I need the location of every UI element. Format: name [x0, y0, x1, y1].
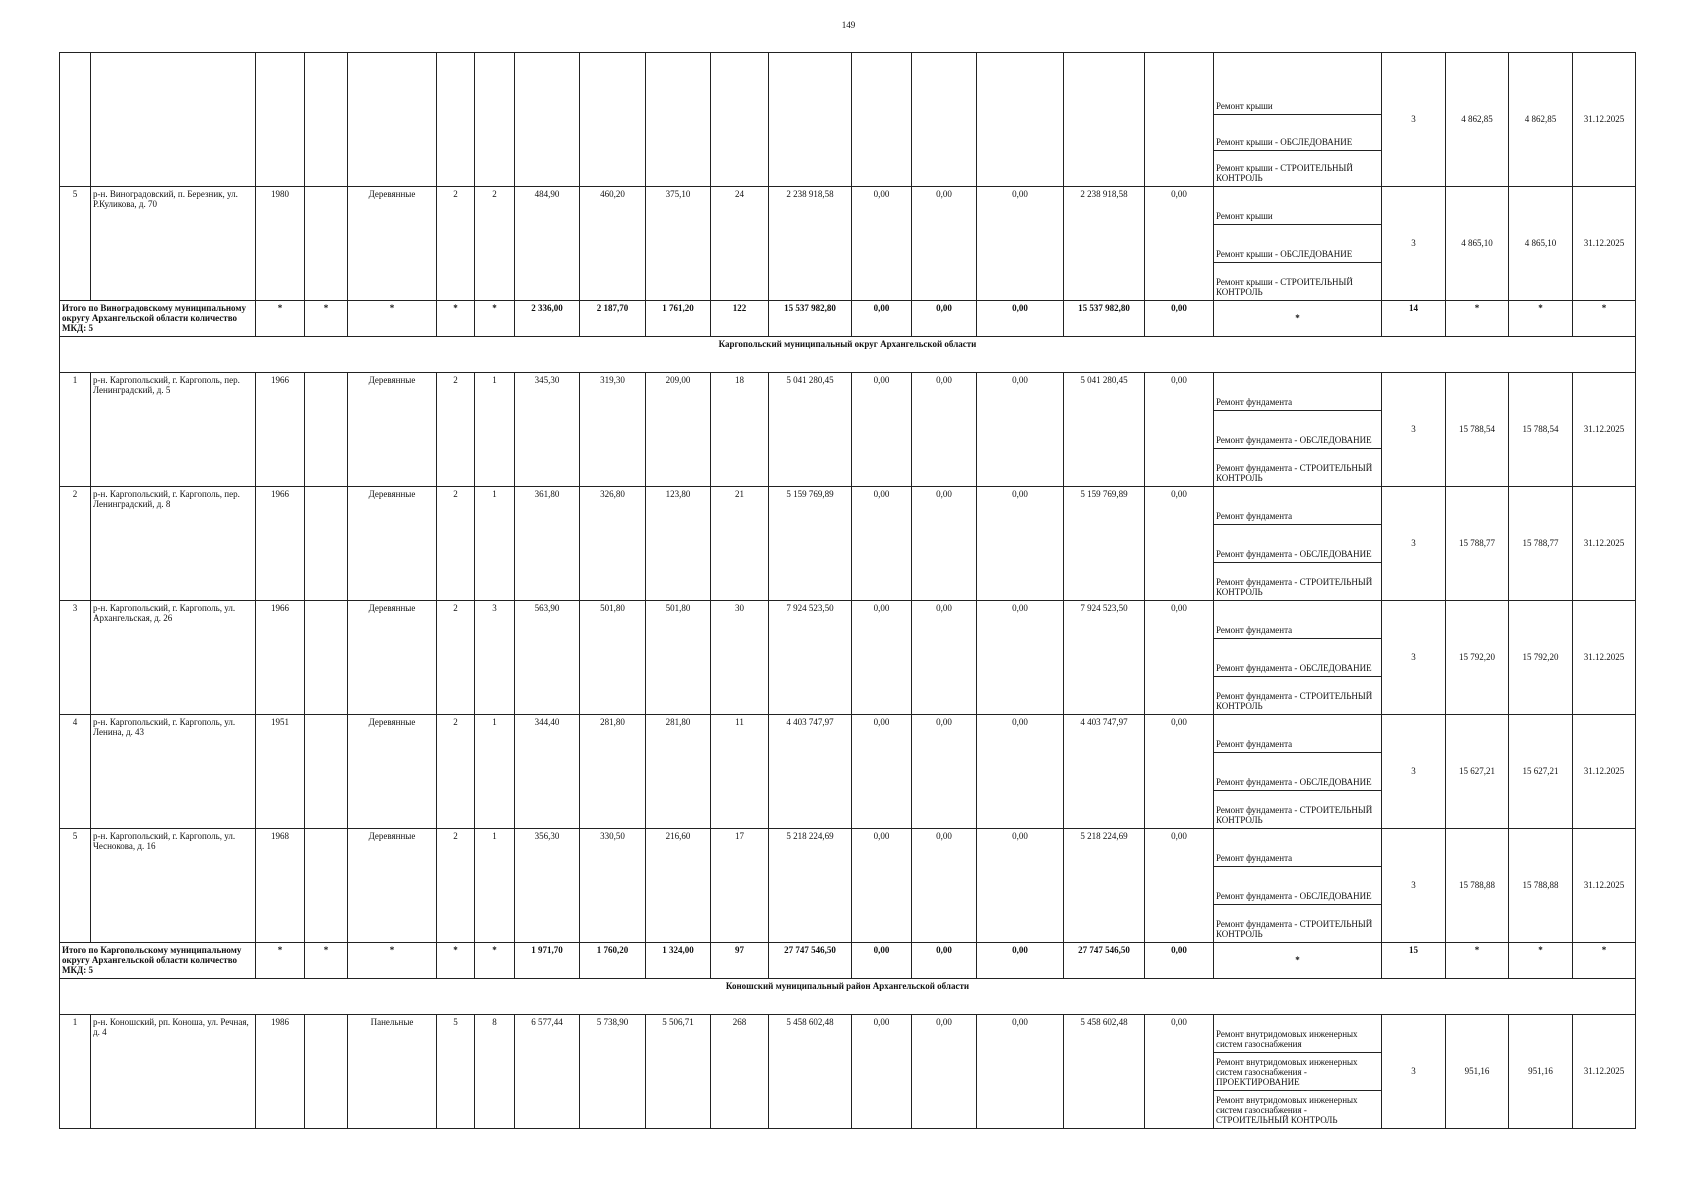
cell-fund-other: 0,00	[1145, 487, 1214, 601]
work-count: 3	[1382, 187, 1446, 301]
cell-cost-total: 4 403 747,97	[769, 715, 852, 829]
total-fund-mun: 0,00	[977, 943, 1064, 979]
cell-year: 1980	[256, 187, 305, 301]
cell-num: 2	[60, 487, 91, 601]
work-count: 3	[1382, 715, 1446, 829]
cell-area-total: 356,30	[515, 829, 580, 943]
max-cost: 4 865,10	[1509, 187, 1573, 301]
star-cell: *	[437, 301, 475, 337]
work-type: Ремонт фундамента - СТРОИТЕЛЬНЫЙ КОНТРОЛЬ	[1214, 677, 1382, 715]
cell-year: 1968	[256, 829, 305, 943]
cell-cost-total: 7 924 523,50	[769, 601, 852, 715]
cell-entrances: 1	[475, 373, 515, 487]
table-row	[60, 829, 1636, 867]
cell-cost-total: 2 238 918,58	[769, 187, 852, 301]
total-fund-fed: 0,00	[852, 943, 912, 979]
empty-cell	[852, 53, 912, 187]
work-type: Ремонт фундамента - СТРОИТЕЛЬНЫЙ КОНТРОЛЬ	[1214, 449, 1382, 487]
cell-entrances: 1	[475, 829, 515, 943]
cell-area-res2: 501,80	[646, 601, 711, 715]
max-cost: 15 788,54	[1509, 373, 1573, 487]
cell-fund-mun: 0,00	[977, 715, 1064, 829]
empty-cell	[912, 53, 977, 187]
empty-cell	[977, 53, 1064, 187]
work-type: Ремонт внутридомовых инженерных систем газоснабжения - СТРОИТЕЛЬНЫЙ КОНТРОЛЬ	[1214, 1091, 1382, 1129]
table-row	[60, 487, 1636, 525]
cell-fund-fed: 0,00	[852, 1015, 912, 1129]
total-area-total: 2 336,00	[515, 301, 580, 337]
total-cost-total: 27 747 546,50	[769, 943, 852, 979]
deadline: 31.12.2025	[1573, 715, 1636, 829]
total-residents: 122	[711, 301, 769, 337]
deadline: 31.12.2025	[1573, 487, 1636, 601]
section-header-row	[60, 979, 1636, 1015]
total-fund-other: 0,00	[1145, 943, 1214, 979]
total-area-res: 2 187,70	[580, 301, 646, 337]
cell-residents: 24	[711, 187, 769, 301]
cell-floors: 2	[437, 373, 475, 487]
empty-cell	[348, 53, 437, 187]
cell-fund-mun: 0,00	[977, 373, 1064, 487]
unit-cost: 4 865,10	[1446, 187, 1509, 301]
section-title: Каргопольский муниципальный округ Архангельской области	[60, 337, 1636, 373]
total-label: Итого по Виноградовскому муниципальному округу Архангельской области количество МКД: 5	[60, 301, 256, 337]
cell-floors: 2	[437, 601, 475, 715]
cell-fund-other: 0,00	[1145, 829, 1214, 943]
star-cell: *	[1509, 943, 1573, 979]
cell-cost-total: 5 218 224,69	[769, 829, 852, 943]
star-cell: *	[1509, 301, 1573, 337]
cell-num: 4	[60, 715, 91, 829]
cell-fund-reg: 0,00	[912, 487, 977, 601]
total-area-res2: 1 324,00	[646, 943, 711, 979]
empty-cell	[91, 53, 256, 187]
table-row	[60, 373, 1636, 411]
empty-cell	[305, 53, 348, 187]
work-type: Ремонт внутридомовых инженерных систем газоснабжения - ПРОЕКТИРОВАНИЕ	[1214, 1053, 1382, 1091]
cell-fund-fed: 0,00	[852, 601, 912, 715]
cell-address: р-н. Виноградовский, п. Березник, ул. Р.Куликова, д. 70	[91, 187, 256, 301]
cell-year: 1966	[256, 601, 305, 715]
cell-fund-own: 5 159 769,89	[1064, 487, 1145, 601]
cell-material: Деревянные	[348, 715, 437, 829]
capital-repair-register-table	[59, 52, 1636, 1129]
work-type: Ремонт фундамента - СТРОИТЕЛЬНЫЙ КОНТРОЛЬ	[1214, 791, 1382, 829]
work-type: Ремонт крыши - ОБСЛЕДОВАНИЕ	[1214, 225, 1382, 263]
cell-area-total: 563,90	[515, 601, 580, 715]
work-count: 3	[1382, 601, 1446, 715]
cell-entrances: 3	[475, 601, 515, 715]
cell-address: р-н. Каргопольский, г. Каргополь, ул. Архангельская, д. 26	[91, 601, 256, 715]
cell-floors: 5	[437, 1015, 475, 1129]
table-row	[60, 53, 1636, 115]
total-fund-other: 0,00	[1145, 301, 1214, 337]
cell-fund-reg: 0,00	[912, 187, 977, 301]
deadline: 31.12.2025	[1573, 53, 1636, 187]
star-cell: *	[348, 943, 437, 979]
cell-address: р-н. Каргопольский, г. Каргополь, пер. Ленинградский, д. 5	[91, 373, 256, 487]
cell-residents: 21	[711, 487, 769, 601]
total-row	[60, 943, 1636, 979]
star-cell: *	[1573, 301, 1636, 337]
cell-fund-mun: 0,00	[977, 487, 1064, 601]
cell-year2	[305, 1015, 348, 1129]
cell-fund-reg: 0,00	[912, 601, 977, 715]
page-number: 149	[841, 20, 856, 30]
empty-cell	[515, 53, 580, 187]
max-cost: 15 627,21	[1509, 715, 1573, 829]
cell-area-res2: 209,00	[646, 373, 711, 487]
cell-area-total: 361,80	[515, 487, 580, 601]
cell-cost-total: 5 041 280,45	[769, 373, 852, 487]
cell-address: р-н. Каргопольский, г. Каргополь, ул. Чеснокова, д. 16	[91, 829, 256, 943]
cell-year: 1966	[256, 487, 305, 601]
unit-cost: 4 862,85	[1446, 53, 1509, 187]
work-type: Ремонт фундамента	[1214, 715, 1382, 753]
total-area-res2: 1 761,20	[646, 301, 711, 337]
unit-cost: 15 627,21	[1446, 715, 1509, 829]
max-cost: 15 792,20	[1509, 601, 1573, 715]
star-cell: *	[305, 301, 348, 337]
cell-year2	[305, 601, 348, 715]
cell-fund-own: 2 238 918,58	[1064, 187, 1145, 301]
cell-fund-other: 0,00	[1145, 715, 1214, 829]
cell-area-total: 484,90	[515, 187, 580, 301]
cell-area-res: 5 738,90	[580, 1015, 646, 1129]
cell-material: Деревянные	[348, 829, 437, 943]
cell-fund-reg: 0,00	[912, 715, 977, 829]
cell-fund-reg: 0,00	[912, 829, 977, 943]
total-fund-fed: 0,00	[852, 301, 912, 337]
work-type: Ремонт фундамента - ОБСЛЕДОВАНИЕ	[1214, 867, 1382, 905]
total-fund-own: 27 747 546,50	[1064, 943, 1145, 979]
cell-year2	[305, 715, 348, 829]
cell-fund-other: 0,00	[1145, 601, 1214, 715]
cell-fund-other: 0,00	[1145, 373, 1214, 487]
cell-area-res: 326,80	[580, 487, 646, 601]
cell-address: р-н. Каргопольский, г. Каргополь, пер. Ленинградский, д. 8	[91, 487, 256, 601]
work-type: Ремонт фундамента	[1214, 829, 1382, 867]
cell-residents: 18	[711, 373, 769, 487]
cell-area-res: 319,30	[580, 373, 646, 487]
star-cell: *	[305, 943, 348, 979]
max-cost: 15 788,88	[1509, 829, 1573, 943]
max-cost: 15 788,77	[1509, 487, 1573, 601]
star-cell: *	[1446, 301, 1509, 337]
cell-residents: 30	[711, 601, 769, 715]
total-area-res: 1 760,20	[580, 943, 646, 979]
cell-material: Деревянные	[348, 487, 437, 601]
section-title: Коношский муниципальный район Архангельской области	[60, 979, 1636, 1015]
cell-residents: 17	[711, 829, 769, 943]
total-residents: 97	[711, 943, 769, 979]
cell-fund-other: 0,00	[1145, 187, 1214, 301]
work-type: Ремонт фундамента - ОБСЛЕДОВАНИЕ	[1214, 411, 1382, 449]
deadline: 31.12.2025	[1573, 829, 1636, 943]
total-fund-mun: 0,00	[977, 301, 1064, 337]
cell-area-res: 460,20	[580, 187, 646, 301]
cell-area-total: 344,40	[515, 715, 580, 829]
unit-cost: 951,16	[1446, 1015, 1509, 1129]
cell-year: 1986	[256, 1015, 305, 1129]
unit-cost: 15 792,20	[1446, 601, 1509, 715]
work-type: Ремонт фундамента - ОБСЛЕДОВАНИЕ	[1214, 639, 1382, 677]
cell-fund-mun: 0,00	[977, 1015, 1064, 1129]
total-fund-own: 15 537 982,80	[1064, 301, 1145, 337]
cell-area-res2: 281,80	[646, 715, 711, 829]
empty-cell	[1064, 53, 1145, 187]
cell-area-res: 330,50	[580, 829, 646, 943]
cell-num: 5	[60, 829, 91, 943]
total-count: 14	[1382, 301, 1446, 337]
deadline: 31.12.2025	[1573, 187, 1636, 301]
cell-material: Деревянные	[348, 373, 437, 487]
cell-year: 1951	[256, 715, 305, 829]
cell-fund-fed: 0,00	[852, 373, 912, 487]
cell-fund-own: 4 403 747,97	[1064, 715, 1145, 829]
cell-cost-total: 5 458 602,48	[769, 1015, 852, 1129]
cell-address: р-н. Коношский, рп. Коноша, ул. Речная, д. 4	[91, 1015, 256, 1129]
cell-fund-own: 5 041 280,45	[1064, 373, 1145, 487]
table-row	[60, 601, 1636, 639]
cell-num: 3	[60, 601, 91, 715]
empty-cell	[646, 53, 711, 187]
cell-area-res: 501,80	[580, 601, 646, 715]
work-type: Ремонт крыши - СТРОИТЕЛЬНЫЙ КОНТРОЛЬ	[1214, 263, 1382, 301]
empty-cell	[769, 53, 852, 187]
cell-fund-mun: 0,00	[977, 601, 1064, 715]
work-count: 3	[1382, 487, 1446, 601]
work-type: Ремонт крыши - ОБСЛЕДОВАНИЕ	[1214, 115, 1382, 151]
total-fund-reg: 0,00	[912, 301, 977, 337]
cell-fund-mun: 0,00	[977, 829, 1064, 943]
star-cell: *	[475, 943, 515, 979]
section-header-row	[60, 337, 1636, 373]
cell-entrances: 1	[475, 715, 515, 829]
deadline: 31.12.2025	[1573, 601, 1636, 715]
total-count: 15	[1382, 943, 1446, 979]
cell-fund-fed: 0,00	[852, 715, 912, 829]
total-fund-reg: 0,00	[912, 943, 977, 979]
cell-floors: 2	[437, 187, 475, 301]
work-type: Ремонт крыши	[1214, 187, 1382, 225]
star-cell: *	[1573, 943, 1636, 979]
star-cell: *	[348, 301, 437, 337]
cell-residents: 268	[711, 1015, 769, 1129]
star-cell: *	[256, 943, 305, 979]
cell-material: Панельные	[348, 1015, 437, 1129]
table-row	[60, 715, 1636, 753]
work-type: Ремонт фундамента	[1214, 373, 1382, 411]
cell-area-res2: 216,60	[646, 829, 711, 943]
cell-num: 5	[60, 187, 91, 301]
cell-fund-fed: 0,00	[852, 187, 912, 301]
total-row	[60, 301, 1636, 337]
empty-cell	[475, 53, 515, 187]
max-cost: 4 862,85	[1509, 53, 1573, 187]
cell-area-total: 6 577,44	[515, 1015, 580, 1129]
empty-cell	[1145, 53, 1214, 187]
star-cell: *	[475, 301, 515, 337]
cell-floors: 2	[437, 487, 475, 601]
empty-cell	[60, 53, 91, 187]
work-count: 3	[1382, 829, 1446, 943]
empty-cell	[437, 53, 475, 187]
star-cell: *	[256, 301, 305, 337]
cell-fund-fed: 0,00	[852, 829, 912, 943]
cell-address: р-н. Каргопольский, г. Каргополь, ул. Ленина, д. 43	[91, 715, 256, 829]
cell-cost-total: 5 159 769,89	[769, 487, 852, 601]
deadline: 31.12.2025	[1573, 373, 1636, 487]
cell-fund-fed: 0,00	[852, 487, 912, 601]
cell-material: Деревянные	[348, 187, 437, 301]
cell-area-res2: 375,10	[646, 187, 711, 301]
unit-cost: 15 788,77	[1446, 487, 1509, 601]
cell-fund-reg: 0,00	[912, 373, 977, 487]
cell-num: 1	[60, 373, 91, 487]
work-type: Ремонт фундамента - СТРОИТЕЛЬНЫЙ КОНТРОЛЬ	[1214, 563, 1382, 601]
star-cell: *	[1214, 943, 1382, 979]
work-type: Ремонт внутридомовых инженерных систем газоснабжения	[1214, 1015, 1382, 1053]
deadline: 31.12.2025	[1573, 1015, 1636, 1129]
cell-year2	[305, 829, 348, 943]
unit-cost: 15 788,88	[1446, 829, 1509, 943]
work-count: 3	[1382, 373, 1446, 487]
work-type: Ремонт фундамента - ОБСЛЕДОВАНИЕ	[1214, 753, 1382, 791]
cell-area-res: 281,80	[580, 715, 646, 829]
cell-year: 1966	[256, 373, 305, 487]
work-type: Ремонт фундамента - ОБСЛЕДОВАНИЕ	[1214, 525, 1382, 563]
table-row	[60, 187, 1636, 225]
empty-cell	[580, 53, 646, 187]
work-type: Ремонт фундамента	[1214, 601, 1382, 639]
cell-year2	[305, 487, 348, 601]
work-type: Ремонт фундамента - СТРОИТЕЛЬНЫЙ КОНТРОЛЬ	[1214, 905, 1382, 943]
total-area-total: 1 971,70	[515, 943, 580, 979]
cell-floors: 2	[437, 829, 475, 943]
total-label: Итого по Каргопольскому муниципальному округу Архангельской области количество МКД: 5	[60, 943, 256, 979]
cell-residents: 11	[711, 715, 769, 829]
work-type: Ремонт крыши	[1214, 53, 1382, 115]
work-count: 3	[1382, 1015, 1446, 1129]
max-cost: 951,16	[1509, 1015, 1573, 1129]
cell-area-total: 345,30	[515, 373, 580, 487]
work-type: Ремонт фундамента	[1214, 487, 1382, 525]
cell-fund-own: 5 218 224,69	[1064, 829, 1145, 943]
cell-floors: 2	[437, 715, 475, 829]
cell-area-res2: 123,80	[646, 487, 711, 601]
cell-entrances: 2	[475, 187, 515, 301]
cell-fund-own: 5 458 602,48	[1064, 1015, 1145, 1129]
cell-num: 1	[60, 1015, 91, 1129]
work-count: 3	[1382, 53, 1446, 187]
cell-entrances: 8	[475, 1015, 515, 1129]
cell-fund-other: 0,00	[1145, 1015, 1214, 1129]
star-cell: *	[1446, 943, 1509, 979]
empty-cell	[256, 53, 305, 187]
work-type: Ремонт крыши - СТРОИТЕЛЬНЫЙ КОНТРОЛЬ	[1214, 151, 1382, 187]
cell-fund-own: 7 924 523,50	[1064, 601, 1145, 715]
cell-year2	[305, 187, 348, 301]
cell-material: Деревянные	[348, 601, 437, 715]
cell-year2	[305, 373, 348, 487]
unit-cost: 15 788,54	[1446, 373, 1509, 487]
cell-area-res2: 5 506,71	[646, 1015, 711, 1129]
total-cost-total: 15 537 982,80	[769, 301, 852, 337]
cell-fund-reg: 0,00	[912, 1015, 977, 1129]
table-row	[60, 1015, 1636, 1053]
cell-entrances: 1	[475, 487, 515, 601]
star-cell: *	[437, 943, 475, 979]
star-cell: *	[1214, 301, 1382, 337]
cell-fund-mun: 0,00	[977, 187, 1064, 301]
empty-cell	[711, 53, 769, 187]
